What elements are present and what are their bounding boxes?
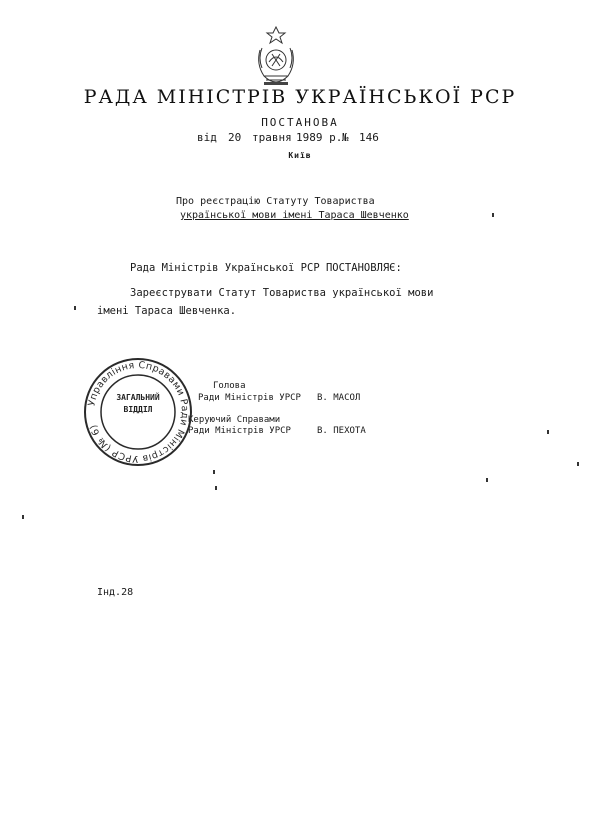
decision-line-1: Зареєструвати Статут Товариства української мови	[130, 287, 434, 299]
scan-speck	[492, 213, 494, 217]
scan-speck	[213, 470, 215, 474]
document-type: ПОСТАНОВА	[261, 116, 339, 129]
manager-title-1: Керуючий Справами	[188, 415, 281, 425]
date-year: 1989 р.	[296, 131, 343, 144]
scan-speck	[22, 515, 24, 519]
date-day: 20	[228, 131, 242, 144]
index-code: Інд.28	[97, 587, 134, 598]
subject-line-1: Про реєстрацію Статуту Товариства	[176, 196, 375, 207]
head-title-1: Голова	[213, 381, 246, 391]
document-number: 146	[359, 131, 379, 144]
svg-text:Управління Справами Ради Мініс: Управління Справами Ради Міністрів УРСР (№ 6)	[86, 359, 191, 465]
head-name: В. МАСОЛ	[317, 393, 361, 403]
decision-line-2: імені Тараса Шевченка.	[97, 305, 237, 317]
scan-speck	[577, 462, 579, 466]
scan-speck	[215, 486, 217, 490]
stamp-center-line-2: ВІДДІЛ	[123, 405, 153, 414]
city: Київ	[288, 151, 312, 160]
state-emblem-icon	[250, 24, 302, 88]
manager-title-2: Ради Міністрів УРСР	[188, 426, 291, 436]
scan-speck	[486, 478, 488, 482]
stamp-center-line-1: ЗАГАЛЬНИЙ	[116, 393, 160, 402]
head-title-2: Ради Міністрів УРСР	[198, 393, 301, 403]
date-prefix: від	[197, 131, 217, 144]
scan-speck	[547, 430, 549, 434]
number-label: №	[342, 131, 349, 144]
manager-name: В. ПЕХОТА	[317, 426, 366, 436]
date-month: травня	[252, 131, 292, 144]
subject-block	[176, 195, 409, 223]
organization-title: РАДА МІНІСТРІВ УКРАЇНСЬКОЇ РСР	[83, 86, 517, 108]
scan-speck	[74, 306, 76, 310]
preamble: Рада Міністрів Української РСР ПОСТАНОВЛЯЄ:	[130, 262, 402, 274]
subject-line-2: української мови імені Тараса Шевченко	[180, 210, 409, 221]
official-stamp	[82, 356, 194, 468]
